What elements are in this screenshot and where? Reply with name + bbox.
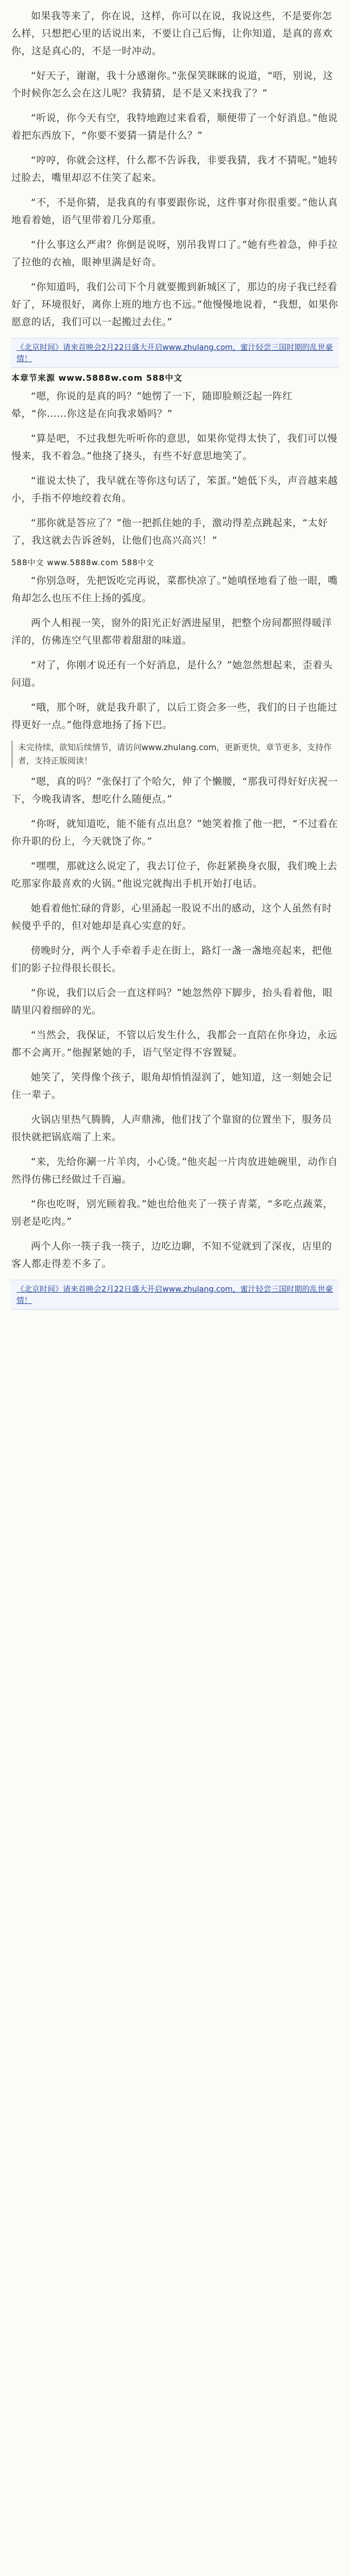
paragraph: “什么事这么严肃？你倒是说呀，别吊我胃口了。”她有些着急，伸手拉了拉他的衣袖，眼神里满是好奇。 bbox=[11, 239, 338, 268]
chapter-body-a bbox=[11, 7, 339, 331]
paragraph: 她笑了，笑得像个孩子，眼角却悄悄湿润了，她知道，这一刻她会记住一辈子。 bbox=[11, 1072, 332, 1100]
paragraph: “嗯，你说的是真的吗？”她愣了一下，随即脸颊泛起一阵红晕，“你……你这是在向我求婚吗？” bbox=[11, 391, 293, 419]
paragraph: “对了，你刚才说还有一个好消息，是什么？”她忽然想起来，歪着头问道。 bbox=[11, 659, 333, 688]
paragraph: “听说，你今天有空，我特地跑过来看看，顺便带了一个好消息。”他说着把东西放下，“你要不要猜一猜是什么？” bbox=[11, 112, 338, 141]
paragraph: “你知道吗，我们公司下个月就要搬到新城区了，那边的房子我已经看好了，环境很好，离你上班的地方也不远。”他慢慢地说着，“我想，如果你愿意的话，我们可以一起搬过去住。” bbox=[11, 281, 339, 328]
paragraph: “你呀，就知道吃，能不能有点出息？”她笑着推了他一把，“不过看在你升职的份上，今天就饶了你。” bbox=[11, 818, 338, 847]
promo-banner[interactable] bbox=[11, 338, 339, 368]
promo-link[interactable]: 《北京时间》请来首映会2月22日盛大开启www.zhulang.com，蜜汁轻尝三国时期的乱世豪情！ bbox=[16, 343, 333, 363]
promo-banner-bottom[interactable] bbox=[11, 1280, 339, 1310]
promo-link-bottom[interactable]: 《北京时间》请来首映会2月22日盛大开启www.zhulang.com，蜜汁轻尝三国时期的乱世豪情！ bbox=[16, 1284, 333, 1305]
paragraph: 两个人相视一笑，窗外的阳光正好洒进屋里，把整个房间都照得暖洋洋的，仿佛连空气里都带着甜甜的味道。 bbox=[11, 617, 332, 646]
paragraph: “你说，我们以后会一直这样吗？”她忽然停下脚步，抬头看着他，眼睛里闪着细碎的光。 bbox=[11, 987, 333, 1016]
paragraph: “那你就是答应了？”他一把抓住她的手，激动得差点跳起来，“太好了，我这就去告诉爸妈，让他们也高兴高兴！” bbox=[11, 517, 328, 546]
site-watermark: 588中文 www.5888w.com 588中文 bbox=[11, 558, 154, 567]
paragraph: “哦，那个呀，就是我升职了，以后工资会多一些，我们的日子也能过得更好一点。”他得意地扬了扬下巴。 bbox=[11, 702, 338, 731]
paragraph: “来，先给你涮一片羊肉，小心烫。”他夹起一片肉放进她碗里，动作自然得仿佛已经做过千百遍。 bbox=[11, 1156, 338, 1185]
paragraph: “不，不是你猜，是我真的有事要跟你说，这件事对你很重要。”他认真地看着她，语气里带着几分郑重。 bbox=[11, 197, 338, 226]
paragraph: “嗯，真的吗？”张保打了个哈欠，伸了个懒腰，“那我可得好好庆祝一下，今晚我请客，想吃什么随便点。” bbox=[11, 776, 338, 805]
paragraph: “算是吧，不过我想先听听你的意思，如果你觉得太快了，我们可以慢慢来，我不着急。”他挠了挠头，有些不好意思地笑了。 bbox=[11, 433, 338, 462]
paragraph: “嘿嘿，那就这么说定了，我去订位子，你赶紧换身衣服，我们晚上去吃那家你最喜欢的火锅。”他说完就掏出手机开始打电话。 bbox=[11, 860, 338, 889]
paragraph: 火锅店里热气腾腾，人声鼎沸，他们找了个靠窗的位置坐下，服务员很快就把锅底端了上来。 bbox=[11, 1114, 332, 1143]
continue-notice[interactable] bbox=[11, 741, 339, 768]
chapter-body-b2 bbox=[11, 572, 339, 734]
paragraph: “哼哼，你就会这样，什么都不告诉我，非要我猜，我才不猜呢。”她转过脸去，嘴里却忍不住笑了起来。 bbox=[11, 155, 338, 183]
paragraph: “当然会，我保证，不管以后发生什么，我都会一直陪在你身边，永远都不会离开。”他握紧她的手，语气坚定得不容置疑。 bbox=[11, 1029, 338, 1058]
paragraph: “好天子，谢谢，我十分感谢你。”张保笑眯眯的说道，“唔，别说，这个时候你怎么会在这儿呢？我猜猜，是不是又来找我了？” bbox=[11, 70, 334, 99]
paragraph: “谁说太快了，我早就在等你这句话了，笨蛋。”她低下头，声音越来越小，手指不停地绞着衣角。 bbox=[11, 475, 338, 504]
chapter-body-b bbox=[11, 387, 339, 549]
paragraph: 傍晚时分，两个人手牵着手走在街上，路灯一盏一盏地亮起来，把他们的影子拉得很长很长。 bbox=[11, 945, 332, 974]
paragraph: “你也吃呀，别光顾着我。”她也给他夹了一筷子青菜，“多吃点蔬菜，别老是吃肉。” bbox=[11, 1198, 334, 1227]
paragraph: “你别急呀，先把饭吃完再说，菜都快凉了。”她嗔怪地看了他一眼，嘴角却怎么也压不住上扬的弧度。 bbox=[11, 575, 338, 604]
continue-link[interactable]: 未完待续，欲知后续情节，请访问www.zhulang.com，更新更快，章节更多，支持作者，支持正版阅读！ bbox=[18, 742, 332, 766]
paragraph: 两个人你一筷子我一筷子，边吃边聊，不知不觉就到了深夜，店里的客人都走得差不多了。 bbox=[11, 1241, 332, 1269]
source-watermark: 本章节来源 www.5888w.com 588中文 bbox=[11, 373, 183, 383]
paragraph: 如果我等来了，你在说，这样，你可以在说，我说这些，不是要你怎么样，只想把心里的话说出来，不要让自己后悔，让你知道，是真的喜欢你，这是真心的，不是一时冲动。 bbox=[11, 10, 333, 57]
chapter-body-c bbox=[11, 773, 339, 1273]
paragraph: 她看着他忙碌的背影，心里涌起一股说不出的感动，这个人虽然有时候傻乎乎的，但对她却是真心实意的好。 bbox=[11, 903, 332, 931]
